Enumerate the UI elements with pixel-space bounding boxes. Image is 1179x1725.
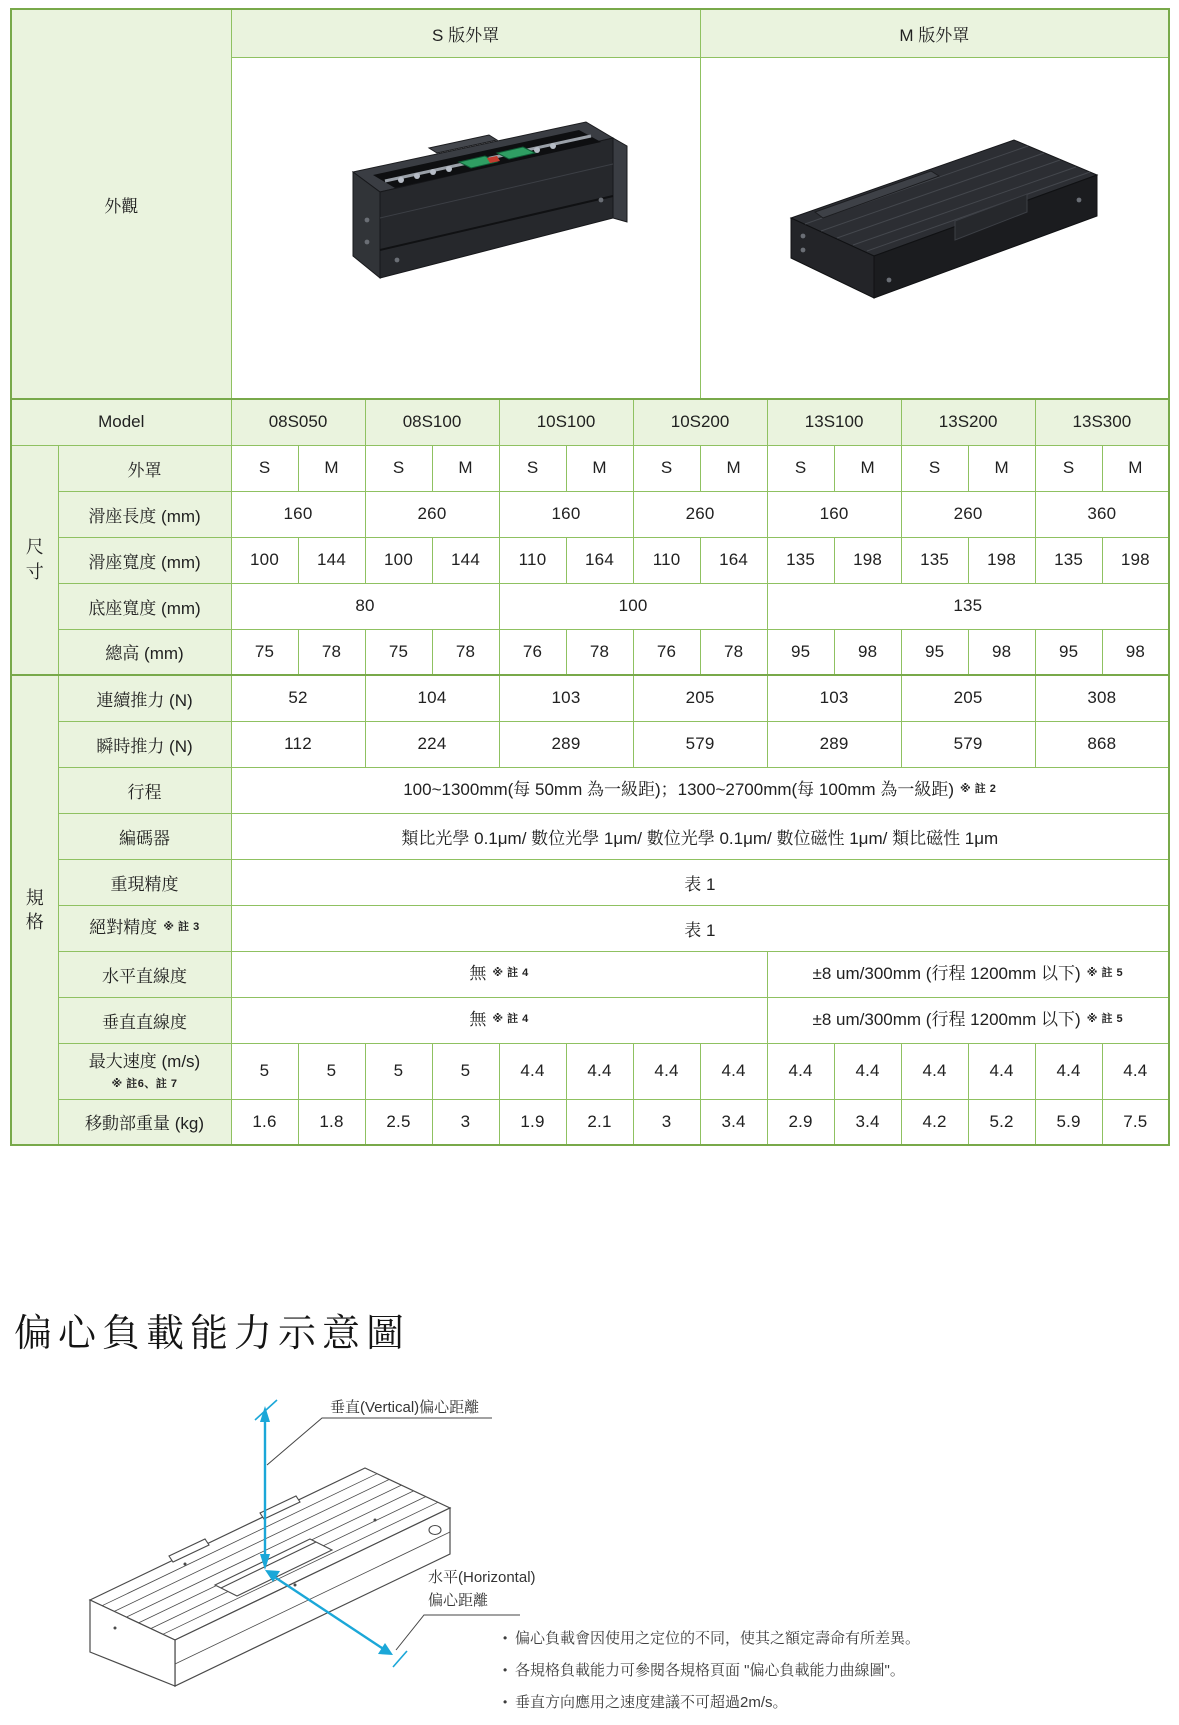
spec-cell: 260 [633, 491, 767, 537]
bullet-icon: • [503, 1663, 508, 1677]
spec-cell: 1.8 [298, 1099, 365, 1145]
spec-cell: 112 [231, 721, 365, 767]
spec-cell: 4.4 [566, 1043, 633, 1099]
spec-cell: ±8 um/300mm (行程 1200mm 以下) ※ 註 5 [767, 997, 1169, 1043]
spec-cell: M [700, 445, 767, 491]
max-speed-row [11, 1043, 1169, 1099]
spec-cell: 76 [633, 629, 700, 675]
spec-cell: M [1102, 445, 1169, 491]
row-label: 外罩 [58, 445, 231, 491]
spec-cell: 4.4 [1102, 1043, 1169, 1099]
spec-cell: M [298, 445, 365, 491]
spec-cell: S [1035, 445, 1102, 491]
spec-cell: 5 [298, 1043, 365, 1099]
spec-cell: S [767, 445, 834, 491]
cover-row [11, 445, 1169, 491]
spec-cell: 76 [499, 629, 566, 675]
encoder-row [11, 813, 1169, 859]
spec-cell: 289 [767, 721, 901, 767]
spec-cell: 4.2 [901, 1099, 968, 1145]
spec-cell: 100~1300mm(每 50mm 為一級距)；1300~2700mm(每 100mm 為一級距) ※ 註 2 [231, 767, 1169, 813]
spec-cell: 308 [1035, 675, 1169, 721]
spec-cell: 4.4 [901, 1043, 968, 1099]
total-height-row [11, 629, 1169, 675]
row-label: 連續推力 (N) [58, 675, 231, 721]
spec-cell: M [432, 445, 499, 491]
spec-table [10, 8, 1170, 1146]
spec-cell: 78 [700, 629, 767, 675]
row-label: 移動部重量 (kg) [58, 1099, 231, 1145]
spec-cell: 7.5 [1102, 1099, 1169, 1145]
spec-cell: 164 [566, 537, 633, 583]
spec-cell: 98 [834, 629, 901, 675]
stroke-row [11, 767, 1169, 813]
spec-cell: 135 [1035, 537, 1102, 583]
row-label: 最大速度 (m/s) ※ 註6、註 7 [58, 1043, 231, 1099]
spec-cell: 110 [633, 537, 700, 583]
spec-cell: S [499, 445, 566, 491]
spec-cell: 4.4 [767, 1043, 834, 1099]
m-version-product-image [759, 120, 1109, 330]
bullet-icon: • [503, 1695, 508, 1709]
spec-cell: 198 [1102, 537, 1169, 583]
spec-cell: 95 [1035, 629, 1102, 675]
model-cell: 13S200 [901, 399, 1035, 445]
spec-cell: 100 [499, 583, 767, 629]
model-label: Model [11, 399, 231, 445]
row-label: 行程 [58, 767, 231, 813]
vertical-offset-label: 垂直(Vertical)偏心距離 [330, 1399, 480, 1416]
spec-cell: 1.6 [231, 1099, 298, 1145]
spec-cell: 3 [432, 1099, 499, 1145]
m-version-product-image-cell [700, 57, 1169, 399]
spec-cell: 360 [1035, 491, 1169, 537]
spec-cell: 類比光學 0.1μm/ 數位光學 1μm/ 數位光學 0.1μm/ 數位磁性 1μm/ 類比磁性 1μm [231, 813, 1169, 859]
spec-cell: 52 [231, 675, 365, 721]
spec-cell: 205 [633, 675, 767, 721]
repeatability-row [11, 859, 1169, 905]
spec-cell: 100 [365, 537, 432, 583]
spec-cell: 4.4 [1035, 1043, 1102, 1099]
spec-cell: 104 [365, 675, 499, 721]
spec-cell: S [633, 445, 700, 491]
moving-weight-row [11, 1099, 1169, 1145]
spec-cell: 110 [499, 537, 566, 583]
abs-accuracy-row [11, 905, 1169, 951]
spec-cell: M [566, 445, 633, 491]
spec-cell: 103 [499, 675, 633, 721]
spec-cell: 2.5 [365, 1099, 432, 1145]
spec-cell: 198 [968, 537, 1035, 583]
eccentric-load-title: 偏心負載能力示意圖 [14, 1313, 411, 1355]
spec-cell: S [231, 445, 298, 491]
note-item: • 垂直方向應用之速度建議不可超過2m/s。 [503, 1694, 788, 1711]
spec-cell: 289 [499, 721, 633, 767]
model-cell: 13S300 [1035, 399, 1169, 445]
spec-cell: S [365, 445, 432, 491]
row-label: 水平直線度 [58, 951, 231, 997]
spec-cell: 3.4 [834, 1099, 901, 1145]
spec-cell: 224 [365, 721, 499, 767]
spec-cell: 260 [901, 491, 1035, 537]
spec-cell: 5 [231, 1043, 298, 1099]
inst-thrust-row [11, 721, 1169, 767]
spec-cell: 205 [901, 675, 1035, 721]
row-label: 底座寬度 (mm) [58, 583, 231, 629]
spec-cell: 75 [231, 629, 298, 675]
s-version-product-image-cell [231, 57, 700, 399]
spec-cell: 95 [901, 629, 968, 675]
horizontal-label-leader-line [396, 1615, 520, 1650]
spec-cell: 3 [633, 1099, 700, 1145]
slide-length-row [11, 491, 1169, 537]
slide-width-row [11, 537, 1169, 583]
spec-cell: 78 [432, 629, 499, 675]
bullet-icon: • [503, 1631, 508, 1645]
spec-cell: 579 [901, 721, 1035, 767]
spec-cell: 144 [298, 537, 365, 583]
s-cover-header: S 版外罩 [231, 9, 700, 57]
spec-cell: 80 [231, 583, 499, 629]
cover-header-row [11, 9, 1169, 57]
section-label-specs: 規格 [11, 675, 58, 1145]
spec-cell: 198 [834, 537, 901, 583]
spec-cell: 135 [767, 537, 834, 583]
spec-cell: 4.4 [700, 1043, 767, 1099]
spec-cell: 78 [298, 629, 365, 675]
model-cell: 10S100 [499, 399, 633, 445]
base-width-row [11, 583, 1169, 629]
section-label-dimensions: 尺寸 [11, 445, 58, 675]
spec-cell: 4.4 [968, 1043, 1035, 1099]
spec-cell: 5.2 [968, 1099, 1035, 1145]
spec-cell: 98 [968, 629, 1035, 675]
model-cell: 08S050 [231, 399, 365, 445]
row-label: 瞬時推力 (N) [58, 721, 231, 767]
spec-cell: S [901, 445, 968, 491]
appearance-label: 外觀 [11, 9, 231, 399]
row-label: 絕對精度 ※ 註 3 [58, 905, 231, 951]
m-cover-header: M 版外罩 [700, 9, 1169, 57]
model-cell: 10S200 [633, 399, 767, 445]
h-straightness-row [11, 951, 1169, 997]
spec-cell: 75 [365, 629, 432, 675]
spec-cell: 5 [432, 1043, 499, 1099]
model-cell: 13S100 [767, 399, 901, 445]
spec-cell: 4.4 [633, 1043, 700, 1099]
spec-cell: 95 [767, 629, 834, 675]
spec-cell: 160 [231, 491, 365, 537]
notes-list [503, 1628, 1153, 1724]
spec-cell: 100 [231, 537, 298, 583]
spec-cell: M [968, 445, 1035, 491]
spec-cell: 3.4 [700, 1099, 767, 1145]
spec-cell: 579 [633, 721, 767, 767]
row-label: 滑座長度 (mm) [58, 491, 231, 537]
note-item: • 偏心負載會因使用之定位的不同，使其之額定壽命有所差異。 [503, 1630, 921, 1647]
row-label: 垂直直線度 [58, 997, 231, 1043]
row-label: 重現精度 [58, 859, 231, 905]
spec-cell: 164 [700, 537, 767, 583]
spec-cell: 無 ※ 註 4 [231, 951, 767, 997]
s-version-product-image [301, 100, 631, 350]
row-label: 編碼器 [58, 813, 231, 859]
spec-cell: 160 [767, 491, 901, 537]
spec-cell: 1.9 [499, 1099, 566, 1145]
spec-cell: 135 [901, 537, 968, 583]
spec-cell: 160 [499, 491, 633, 537]
spec-cell: 260 [365, 491, 499, 537]
model-row [11, 399, 1169, 445]
spec-cell: 4.4 [834, 1043, 901, 1099]
spec-cell: 2.9 [767, 1099, 834, 1145]
spec-cell: 135 [767, 583, 1169, 629]
horizontal-offset-label: 水平(Horizontal) 偏心距離 [428, 1569, 536, 1610]
spec-cell: 4.4 [499, 1043, 566, 1099]
spec-cell: 868 [1035, 721, 1169, 767]
spec-cell: 5 [365, 1043, 432, 1099]
spec-cell: ±8 um/300mm (行程 1200mm 以下) ※ 註 5 [767, 951, 1169, 997]
spec-cell: 表 1 [231, 859, 1169, 905]
spec-cell: 無 ※ 註 4 [231, 997, 767, 1043]
spec-cell: 98 [1102, 629, 1169, 675]
spec-cell: 2.1 [566, 1099, 633, 1145]
vertical-label-leader-line [267, 1418, 492, 1465]
spec-cell: M [834, 445, 901, 491]
v-straightness-row [11, 997, 1169, 1043]
spec-cell: 表 1 [231, 905, 1169, 951]
spec-cell: 78 [566, 629, 633, 675]
row-label: 滑座寬度 (mm) [58, 537, 231, 583]
spec-cell: 5.9 [1035, 1099, 1102, 1145]
note-item: • 各規格負載能力可參閱各規格頁面 "偏心負載能力曲線圖"。 [503, 1662, 905, 1679]
spec-cell: 103 [767, 675, 901, 721]
spec-cell: 144 [432, 537, 499, 583]
cont-thrust-row [11, 675, 1169, 721]
row-label: 總高 (mm) [58, 629, 231, 675]
model-cell: 08S100 [365, 399, 499, 445]
